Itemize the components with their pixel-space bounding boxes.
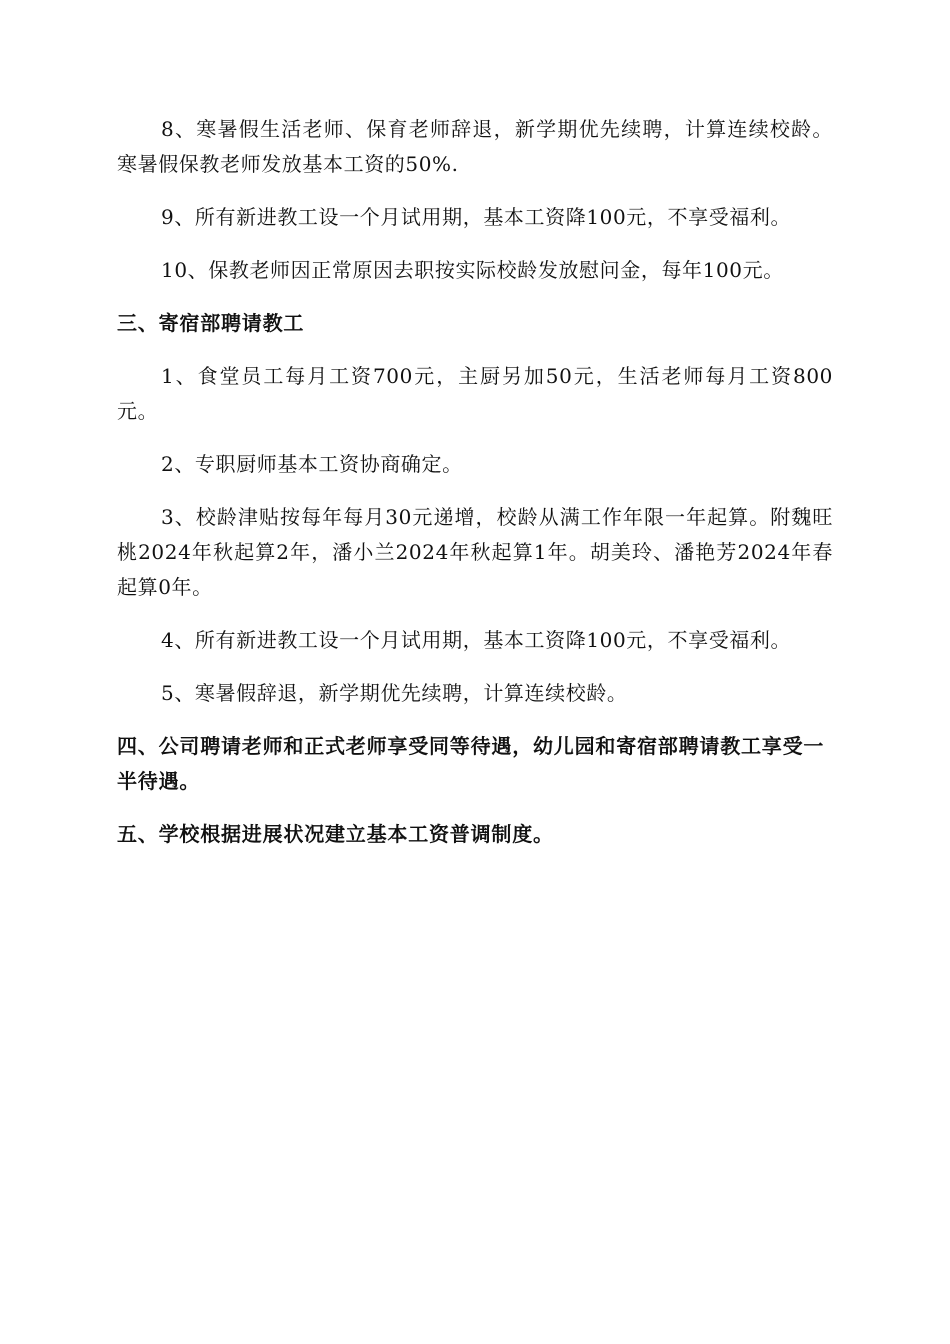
section-heading-4: 四、公司聘请老师和正式老师享受同等待遇，幼儿园和寄宿部聘请教工享受一半待遇。: [117, 734, 825, 793]
paragraph-item-8: 8、寒暑假生活老师、保育老师辞退，新学期优先续聘，计算连续校龄。寒暑假保教老师发放基本工资的50%.: [117, 117, 833, 176]
paragraph-item-10: 10、保教老师因正常原因去职按实际校龄发放慰问金，每年100元。: [161, 258, 784, 282]
paragraph-item-4: 4、所有新进教工设一个月试用期，基本工资降100元，不享受福利。: [161, 628, 792, 652]
section-heading-5: 五、学校根据进展状况建立基本工资普调制度。: [117, 822, 554, 846]
paragraph-item-3: 3、校龄津贴按每年每月30元递增，校龄从满工作年限一年起算。附魏旺桃2024年秋起算2年，潘小兰2024年秋起算1年。胡美玲、潘艳芳2024年春起算0年。: [117, 505, 833, 599]
paragraph-item-1: 1、食堂员工每月工资700元，主厨另加50元，生活老师每月工资800元。: [117, 364, 833, 423]
section-heading-3: 三、寄宿部聘请教工: [117, 311, 305, 335]
document-body: [117, 112, 833, 870]
paragraph-item-2: 2、专职厨师基本工资协商确定。: [161, 452, 463, 476]
paragraph-item-9: 9、所有新进教工设一个月试用期，基本工资降100元，不享受福利。: [161, 205, 792, 229]
paragraph-item-5: 5、寒暑假辞退，新学期优先续聘，计算连续校龄。: [161, 681, 628, 705]
